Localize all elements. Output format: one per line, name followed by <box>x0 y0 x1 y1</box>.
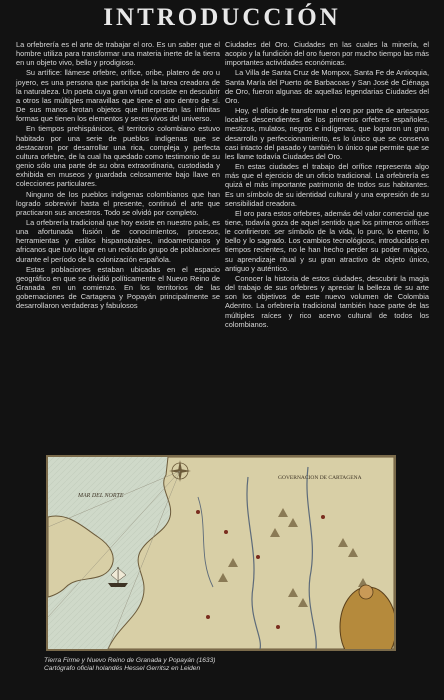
paragraph: El oro para estos orfebres, además del valor comercial que tiene, todavía goza de aquel sentido que los primeros orífices le confirieron: ser símbolo de la vida, lo puro, lo eterno, lo bello y lo sagrado. Los cambios tecnológicos, introducidos en tiempos recientes, no le han hecho perder su poder mágico, su aprendizaje ritual y su gran atractivo de objeto único, antiguo y auténtico. <box>225 208 429 273</box>
paragraph: Ninguno de los pueblos indígenas colombianos que han logrado sobrevivir hasta el presente, continuó el arte que practicaron sus ancestros. Todo se olvidó por completo. <box>16 189 220 217</box>
paragraph: En estas ciudades el trabajo del orífice representa algo más que el ejercicio de un oficio tradicional. La orfebrería es quizá el más importante patrimonio de todos sus habitantes. Es un símbolo de su identidad cultural y una expresión de su sensibilidad creadora. <box>225 162 429 208</box>
map-illustration <box>48 457 394 649</box>
paragraph: Hoy, el oficio de transformar el oro por parte de artesanos locales descendientes de los primeros orfebres españoles, mestizos, mulatos, negros e indígenas, que lograron un gran desarrollo y perfeccionamiento, es lo único que se conserva casi intacto del pasado y también lo único que permite que se les llame todavía Ciudades del Oro. <box>225 106 429 161</box>
historical-map <box>46 455 396 651</box>
paragraph: Estas poblaciones estaban ubicadas en el espacio geográfico en que se dividió políticamente el Nuevo Reino de Granada en un comienzo. En los territorios de las gobernaciones de Cartagena y Popayán principalmente se desarrollaron verdaderas y fabulosos <box>16 264 220 311</box>
paragraph: La orfebrería es el arte de trabajar el oro. Es un saber que el hombre utiliza para transformar una materia inerte de la tierra en un objeto vivo, bello y prodigioso. <box>16 40 220 68</box>
caption-line-2: Cartógrafo oficial holandés Hessel Gerritsz en Leiden <box>44 665 201 673</box>
map-label-sea: MAR DEL NORTE <box>78 493 124 499</box>
caption-line-1: Tierra Firme y Nuevo Reino de Granada y Popayán (1633) <box>44 657 216 664</box>
page-title: INTRODUCCIÓN <box>103 4 341 31</box>
map-caption <box>44 657 404 673</box>
paragraph: Su artífice: llámese orfebre, orífice, oribe, platero de oro u joyero, es una persona que participa de la tarea creadora de la naturaleza. Un poeta cuya gran virtud consiste en descubrir a otros las múltiples maravillas que tiene el oro dentro de sí. De sus manos brotan objetos que interpretan las infinitas formas que tienen los elementos y seres vivos del universo. <box>16 68 220 124</box>
paragraph: La orfebrería tradicional que hoy existe en nuestro país, es una afortunada fusión de conocimientos, procesos, herramientas y estilos hispanoárabes, indoamericanos y africanos que tuvo lugar en un reducido grupo de poblaciones durante el período de la colonización española. <box>16 217 220 264</box>
paragraph: En tiempos prehispánicos, el territorio colombiano estuvo habitado por una serie de pueblos indígenas que se destacaron por desarrollar una rica, compleja y perfecta cultura orfebre, de la cual ha quedado como testimonio de su genio sólo una parte de su obra extraordinaria, custodiada y exhibida en museos y guardada celosamente bajo llave en colecciones particulares. <box>16 124 220 189</box>
paragraph: Ciudades del Oro. Ciudades en las cuales la minería, el acopio y la fundición del oro fueron por mucho tiempo las más importantes actividades económicas. <box>225 40 429 68</box>
left-column <box>16 40 220 311</box>
paragraph: Conocer la historia de estos ciudades, descubrir la magia del trabajo de sus orfebres y apreciar la belleza de su arte son los objetivos de este nuevo volumen de Colombia Adentro. La orfebrería tradicional también hace parte de las múltiples raíces y rico acervo cultural de todos los colombianos. <box>225 273 429 329</box>
paragraph: La Villa de Santa Cruz de Mompox, Santa Fe de Antioquia, Santa María del Puerto de Barbacoas y San José de Ciénaga de Oro, fueron algunas de aquellas legendarias Ciudades del Oro. <box>225 68 429 105</box>
right-column <box>225 40 429 329</box>
map-label-region: GOVERNACION DE CARTAGENA <box>278 475 362 481</box>
